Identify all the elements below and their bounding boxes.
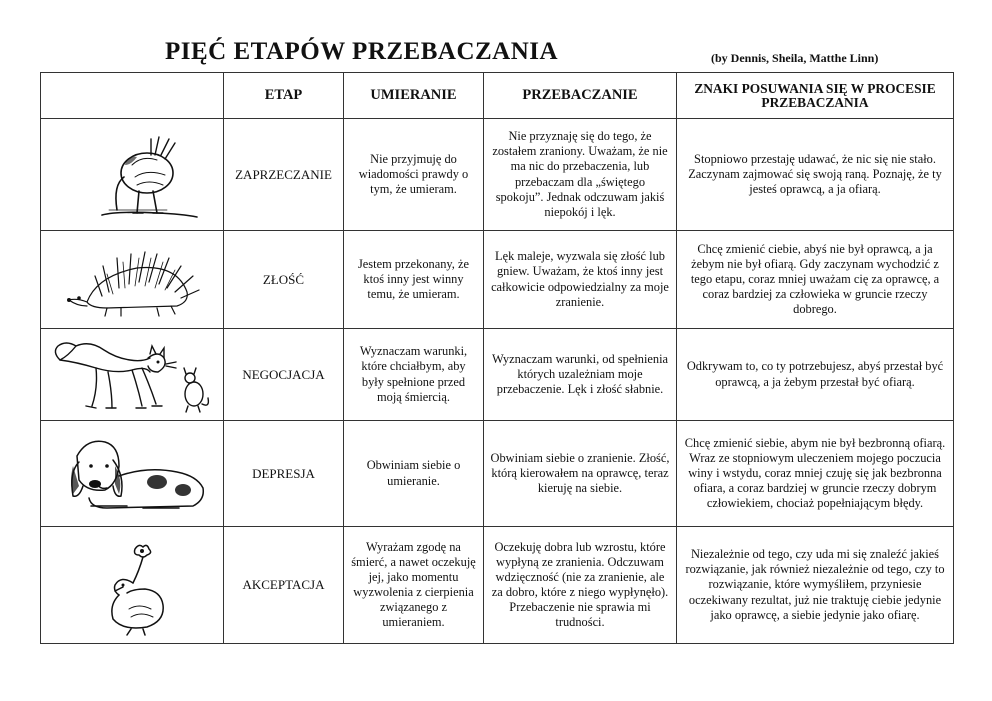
table-row: [41, 119, 954, 231]
stage-name: NEGOCJACJA: [224, 329, 344, 421]
column-header-forgiving: PRZEBACZANIE: [484, 73, 677, 119]
authors-byline: (by Dennis, Sheila, Matthe Linn): [711, 51, 879, 65]
page-title: PIĘĆ ETAPÓW PRZEBACZANIA: [165, 38, 559, 65]
stage-name: AKCEPTACJA: [224, 527, 344, 644]
table-header-row: [41, 73, 954, 119]
signs-text: Chcę zmienić siebie, abym nie był bezbronną ofiarą. Wraz ze stopniowym uleczeniem mojego poczucia winy i wstydu, coraz mniej czuję się jak bezbronna ofiara, a coraz bardziej w gruncie rzeczy dobrym człowiekiem, chociaż popełniającym błędy.: [677, 421, 954, 527]
forgiving-text: Wyznaczam warunki, od spełnienia których uzależniam moje przebaczenie. Lęk i złość słabnie.: [484, 329, 677, 421]
signs-text: Niezależnie od tego, czy uda mi się znaleźć jakieś rozwiązanie, jak również niezależnie od tego, czy to rozwiązanie, które wymyśliłem, przyniesie oczekiwany rezultat, już nie traktuję ciebie jedynie jako oprawcę, a siebie jedynie jako ofiarę.: [677, 527, 954, 644]
ostrich-head-in-sand-icon: [47, 125, 217, 225]
table-row: [41, 527, 954, 644]
table-row: [41, 421, 954, 527]
stage-name: ZŁOŚĆ: [224, 231, 344, 329]
row-illustration: [41, 329, 224, 421]
forgiving-text: Obwiniam siebie o zranienie. Złość, którą kierowałem na oprawcę, teraz kieruję na siebie.: [484, 421, 677, 527]
forgiving-text: Lęk maleje, wyzwala się złość lub gniew. Uważam, że ktoś inny jest całkowicie odpowiedzialny za moje zranienie.: [484, 231, 677, 329]
row-illustration: [41, 421, 224, 527]
column-header-stage: ETAP: [224, 73, 344, 119]
stage-name: DEPRESJA: [224, 421, 344, 527]
hedgehog-icon: [47, 236, 217, 324]
forgiving-text: Nie przyznaję się do tego, że zostałem zraniony. Uważam, że nie ma nic do przebaczenia, lub przebaczam dla „świętego spokoju”. Jednak odczuwam jakiś niepokój i lęk.: [484, 119, 677, 231]
column-header-image: [41, 73, 224, 119]
table-row: [41, 329, 954, 421]
signs-text: Chcę zmienić ciebie, abyś nie był oprawcą, a ja żebym nie był ofiarą. Gdy zaczynam wychodzić z tego etapu, coraz mniej uważam cię za oprawcę, a coraz bardziej za człowieka w gruncie rzeczy dobrego.: [677, 231, 954, 329]
sad-dog-icon: [47, 426, 217, 522]
dying-text: Obwiniam siebie o umieranie.: [344, 421, 484, 527]
stages-table: [40, 72, 954, 644]
signs-text: Stopniowo przestaję udawać, że nic się nie stało. Zaczynam zajmować się swoją raną. Poznaję, że ty jesteś oprawcą, a ja ofiarą.: [677, 119, 954, 231]
stage-name: ZAPRZECZANIE: [224, 119, 344, 231]
column-header-dying: UMIERANIE: [344, 73, 484, 119]
dying-text: Wyrażam zgodę na śmierć, a nawet oczekuję jej, jako momentu wyzwolenia z cierpienia związanego z umieraniem.: [344, 527, 484, 644]
dying-text: Jestem przekonany, że ktoś inny jest winny temu, że umieram.: [344, 231, 484, 329]
signs-text: Odkrywam to, co ty potrzebujesz, abyś przestał być oprawcą, a ja żebym przestał być ofiarą.: [677, 329, 954, 421]
dying-text: Wyznaczam warunki, które chciałbym, aby były spełnione przed moją śmiercią.: [344, 329, 484, 421]
row-illustration: [41, 527, 224, 644]
cat-and-mouse-icon: [46, 332, 218, 418]
table-row: [41, 231, 954, 329]
dying-text: Nie przyjmuję do wiadomości prawdy o tym, że umieram.: [344, 119, 484, 231]
goose-with-flower-icon: [47, 531, 217, 639]
column-header-signs: ZNAKI POSUWANIA SIĘ W PROCESIE PRZEBACZANIA: [677, 73, 954, 119]
row-illustration: [41, 231, 224, 329]
forgiving-text: Oczekuję dobra lub wzrostu, które wypłyną ze zranienia. Odczuwam wdzięczność (nie za zranienie, ale za dobro, które z niego wypłynęło). Przebaczenie nie sprawia mi trudności.: [484, 527, 677, 644]
row-illustration: [41, 119, 224, 231]
